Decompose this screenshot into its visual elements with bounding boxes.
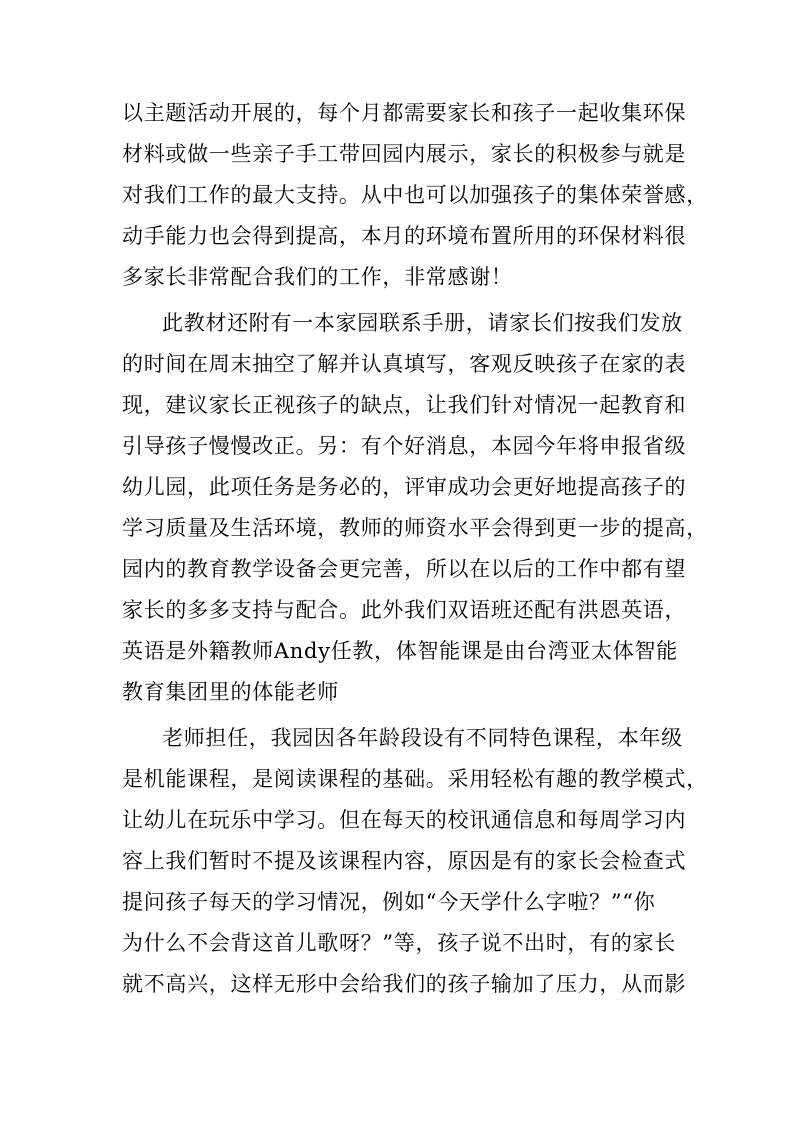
paragraph-first-line: 此教材还附有一本家园联系手册，请家长们按我们发放 — [162, 311, 683, 335]
text-line: 让幼儿在玩乐中学习。但在每天的校讯通信息和每周学习内 — [122, 808, 687, 832]
text-line: 园内的教育教学设备会更完善，所以在以后的工作中都有望 — [122, 557, 687, 581]
text-line: 家长的多多支持与配合。此外我们双语班还配有洪恩英语， — [122, 598, 687, 622]
text-line: 动手能力也会得到提高，本月的环境布置所用的环保材料很 — [122, 224, 687, 248]
text-line: 为什么不会背这首儿歌呀？”等，孩子说不出时，有的家长 — [122, 931, 676, 955]
text-line: 引导孩子慢慢改正。另：有个好消息，本园今年将申报省级 — [122, 434, 687, 458]
text-line: 幼儿园，此项任务是务必的，评审成功会更好地提高孩子的 — [122, 475, 687, 499]
text-line: 是机能课程，是阅读课程的基础。采用轻松有趣的教学模式， — [122, 767, 708, 791]
paragraph-first-line: 老师担任，我园因各年龄段设有不同特色课程，本年级 — [162, 726, 683, 750]
text-line: 以主题活动开展的，每个月都需要家长和孩子一起收集环保 — [122, 101, 687, 125]
text-line: 材料或做一些亲子手工带回园内展示，家长的积极参与就是 — [122, 142, 687, 166]
text-line: 容上我们暂时不提及该课程内容，原因是有的家长会检查式 — [122, 849, 687, 873]
text-line: 教育集团里的体能老师 — [122, 680, 339, 704]
text-line: 现，建议家长正视孩子的缺点，让我们针对情况一起教育和 — [122, 393, 687, 417]
text-line: 英语是外籍教师Andy任教，体智能课是由台湾亚太体智能 — [122, 639, 678, 663]
text-line: 的时间在周末抽空了解并认真填写，客观反映孩子在家的表 — [122, 352, 687, 376]
text-line: 对我们工作的最大支持。从中也可以加强孩子的集体荣誉感， — [122, 183, 708, 207]
text-line: 就不高兴，这样无形中会给我们的孩子输加了压力，从而影 — [122, 972, 687, 996]
text-line: 学习质量及生活环境，教师的师资水平会得到更一步的提高， — [122, 516, 708, 540]
text-line: 多家长非常配合我们的工作，非常感谢！ — [122, 265, 513, 289]
text-line: 提问孩子每天的学习情况，例如“今天学什么字啦？”“你 — [122, 890, 656, 914]
